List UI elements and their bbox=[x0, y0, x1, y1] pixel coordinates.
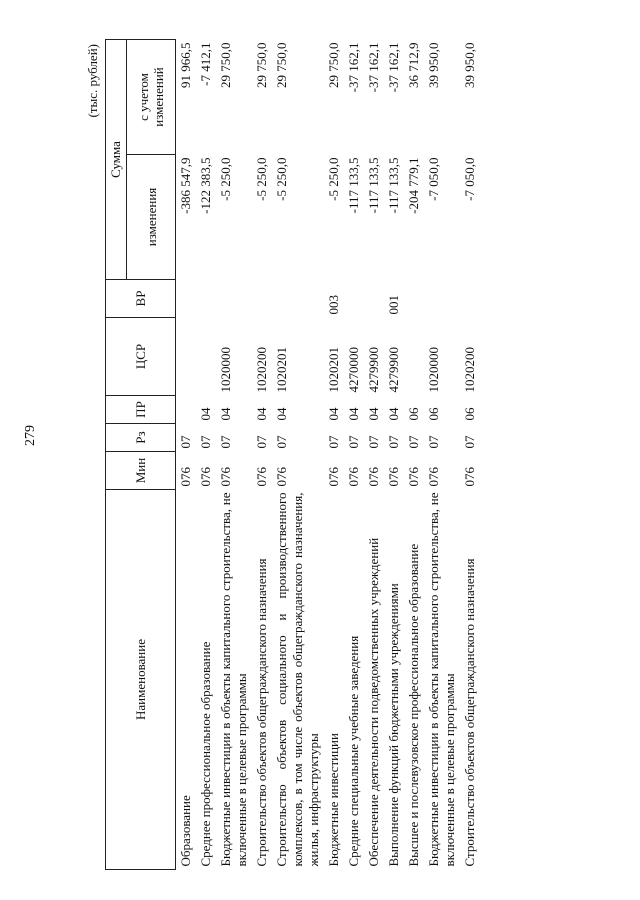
row-pr: 04 bbox=[198, 407, 213, 421]
row-vr bbox=[364, 280, 384, 318]
row-min: 076 bbox=[406, 467, 421, 487]
table-row bbox=[364, 40, 384, 870]
row-csr: 1020200 bbox=[254, 347, 269, 393]
row-name: Обеспечение деятельности подведомственных учреждений bbox=[366, 537, 381, 867]
row-name: Среднее профессиональное образование bbox=[198, 641, 213, 867]
row-csr: 1020201 bbox=[274, 347, 289, 393]
row-name: Образование bbox=[178, 795, 193, 867]
row-name: Бюджетные инвестиции в объекты капитального строительства, не включенные в целевые программы bbox=[218, 492, 249, 867]
row-min: 076 bbox=[346, 467, 361, 487]
row-pr: 04 bbox=[386, 407, 401, 421]
row-total: 39 950,0 bbox=[426, 42, 441, 88]
table-row bbox=[196, 40, 216, 870]
row-total: -37 162,1 bbox=[346, 42, 361, 93]
row-csr bbox=[404, 318, 424, 396]
row-total: -37 162,1 bbox=[366, 42, 381, 93]
row-rz: 07 bbox=[254, 435, 269, 449]
row-rz: 07 bbox=[366, 435, 381, 449]
row-change: -117 133,5 bbox=[386, 157, 401, 214]
header-change: изменения bbox=[127, 155, 176, 280]
header-row bbox=[106, 40, 127, 870]
header-sum: Сумма bbox=[106, 40, 127, 280]
row-pr: 04 bbox=[218, 407, 233, 421]
row-vr bbox=[424, 280, 460, 318]
row-total: 39 950,0 bbox=[462, 42, 477, 88]
row-csr: 1020000 bbox=[218, 347, 233, 393]
row-min: 076 bbox=[274, 467, 289, 487]
row-name: Выполнение функций бюджетными учреждениями bbox=[386, 583, 401, 867]
row-vr bbox=[404, 280, 424, 318]
row-change: -5 250,0 bbox=[218, 157, 233, 201]
row-rz: 07 bbox=[326, 435, 341, 449]
row-rz: 07 bbox=[386, 435, 401, 449]
row-csr: 4270000 bbox=[346, 347, 361, 393]
row-rz: 07 bbox=[346, 435, 361, 449]
row-rz: 07 bbox=[426, 435, 441, 449]
row-total: 29 750,0 bbox=[326, 42, 341, 88]
row-vr: 003 bbox=[326, 295, 341, 315]
row-pr: 06 bbox=[406, 407, 421, 421]
row-vr bbox=[176, 280, 197, 318]
row-vr bbox=[216, 280, 252, 318]
units-note: (тыс. рублей) bbox=[85, 44, 100, 118]
table-row bbox=[176, 40, 197, 870]
row-change: -5 250,0 bbox=[326, 157, 341, 201]
table-row bbox=[216, 40, 252, 870]
row-pr: 06 bbox=[462, 407, 477, 421]
row-change: -5 250,0 bbox=[254, 157, 269, 201]
table-row bbox=[344, 40, 364, 870]
row-rz: 07 bbox=[462, 435, 477, 449]
row-vr bbox=[344, 280, 364, 318]
header-rz: Рз bbox=[106, 424, 176, 452]
row-total: 29 750,0 bbox=[274, 42, 289, 88]
row-name: Строительство объектов общегражданского назначения bbox=[254, 558, 269, 867]
row-min: 076 bbox=[218, 467, 233, 487]
row-vr bbox=[272, 280, 324, 318]
row-vr bbox=[460, 280, 480, 318]
row-name: Высшее и послевузовское профессиональное образование bbox=[406, 543, 421, 867]
row-vr bbox=[252, 280, 272, 318]
row-pr bbox=[176, 396, 197, 424]
row-min: 076 bbox=[426, 467, 441, 487]
row-total: 91 966,5 bbox=[178, 42, 193, 88]
table-row bbox=[324, 40, 344, 870]
row-csr: 4279900 bbox=[366, 347, 381, 393]
row-change: -122 383,5 bbox=[198, 157, 213, 214]
header-pr: ПР bbox=[106, 396, 176, 424]
row-min: 076 bbox=[462, 467, 477, 487]
row-pr: 04 bbox=[254, 407, 269, 421]
header-with-changes: с учетом изменений bbox=[127, 40, 176, 155]
row-csr: 1020200 bbox=[462, 347, 477, 393]
row-vr bbox=[196, 280, 216, 318]
row-rz: 07 bbox=[274, 435, 289, 449]
row-change: -386 547,9 bbox=[178, 157, 193, 214]
table-row bbox=[404, 40, 424, 870]
row-change: -117 133,5 bbox=[366, 157, 381, 214]
row-rz: 07 bbox=[198, 435, 213, 449]
row-pr: 04 bbox=[346, 407, 361, 421]
header-min: Мин bbox=[106, 452, 176, 490]
row-total: 29 750,0 bbox=[254, 42, 269, 88]
table-row bbox=[460, 40, 480, 870]
table-row bbox=[384, 40, 404, 870]
row-change: -7 050,0 bbox=[426, 157, 441, 201]
row-pr: 04 bbox=[326, 407, 341, 421]
row-pr: 04 bbox=[274, 407, 289, 421]
row-min: 076 bbox=[366, 467, 381, 487]
row-total: -37 162,1 bbox=[386, 42, 401, 93]
row-change: -117 133,5 bbox=[346, 157, 361, 214]
budget-table bbox=[105, 39, 480, 870]
row-csr: 1020201 bbox=[326, 347, 341, 393]
row-rz: 07 bbox=[218, 435, 233, 449]
row-min: 076 bbox=[254, 467, 269, 487]
row-min: 076 bbox=[386, 467, 401, 487]
row-name: Строительство объектов социального и производственного комплексов, в том числе объектов общегражданского назначения, жилья, инфраструктуры bbox=[274, 492, 321, 867]
row-pr: 06 bbox=[426, 407, 441, 421]
row-csr: 1020000 bbox=[426, 347, 441, 393]
row-csr bbox=[176, 318, 197, 396]
row-rz: 07 bbox=[178, 435, 193, 449]
row-min: 076 bbox=[326, 467, 341, 487]
row-change: -7 050,0 bbox=[462, 157, 477, 201]
table-row bbox=[424, 40, 460, 870]
row-name: Бюджетные инвестиции bbox=[326, 733, 341, 867]
row-pr: 04 bbox=[366, 407, 381, 421]
table-row bbox=[252, 40, 272, 870]
row-min: 076 bbox=[198, 467, 213, 487]
row-name: Бюджетные инвестиции в объекты капитального строительства, не включенные в целевые программы bbox=[426, 492, 457, 867]
row-change: -5 250,0 bbox=[274, 157, 289, 201]
row-min: 076 bbox=[178, 467, 193, 487]
row-change: -204 779,1 bbox=[406, 157, 421, 214]
header-name: Наименование bbox=[106, 490, 176, 870]
row-name: Строительство объектов общегражданского назначения bbox=[462, 558, 477, 867]
row-csr bbox=[196, 318, 216, 396]
row-rz: 07 bbox=[406, 435, 421, 449]
header-vr: ВР bbox=[106, 280, 176, 318]
row-total: 29 750,0 bbox=[218, 42, 233, 88]
page-number: 279 bbox=[23, 425, 38, 446]
table-row bbox=[272, 40, 324, 870]
header-csr: ЦСР bbox=[106, 318, 176, 396]
row-total: 36 712,9 bbox=[406, 42, 421, 88]
row-total: -7 412,1 bbox=[198, 42, 213, 86]
rotated-page bbox=[85, 40, 555, 870]
row-csr: 4279900 bbox=[386, 347, 401, 393]
row-name: Средние специальные учебные заведения bbox=[346, 635, 361, 867]
row-vr: 001 bbox=[386, 295, 401, 315]
